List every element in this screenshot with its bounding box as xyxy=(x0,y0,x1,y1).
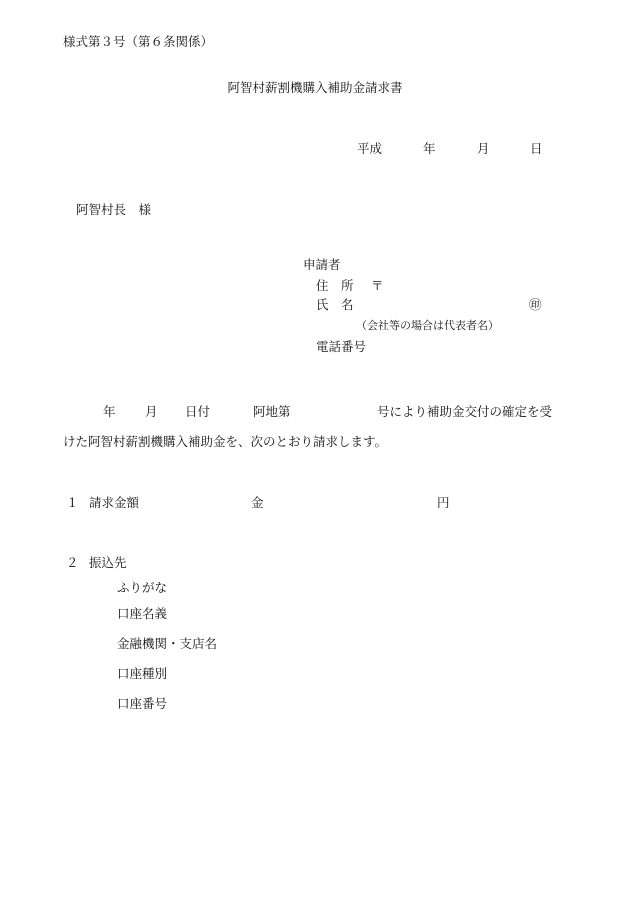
date-day: 日 xyxy=(530,141,543,156)
field-account-type: 口座種別 xyxy=(117,666,168,681)
applicant-heading: 申請者 xyxy=(303,257,341,272)
field-furigana: ふりがな xyxy=(117,580,168,595)
seal-mark: ㊞ xyxy=(529,297,542,312)
date-era: 平成 xyxy=(357,141,383,156)
document-title: 阿智村薪割機購入補助金請求書 xyxy=(227,80,403,95)
item2-number: ２ xyxy=(66,555,79,570)
field-account-number: 口座番号 xyxy=(117,696,168,711)
name-label: 氏 名 xyxy=(316,297,354,312)
field-bank-branch: 金融機関・支店名 xyxy=(117,636,218,651)
phone-label: 電話番号 xyxy=(316,339,367,354)
item2-label: 振込先 xyxy=(89,555,127,570)
field-account-holder: 口座名義 xyxy=(117,606,168,621)
form-number: 様式第３号（第６条関係） xyxy=(63,34,214,49)
item1-label: 請求金額 xyxy=(89,495,140,510)
item1-unit: 円 xyxy=(437,495,450,510)
item1-currency-prefix: 金 xyxy=(251,495,264,510)
body-month: 月 xyxy=(145,404,158,419)
addressee: 阿智村長 様 xyxy=(76,202,152,217)
address-label: 住 所 xyxy=(316,278,354,293)
body-line2: けた阿智村薪割機購入補助金を、次のとおり請求します。 xyxy=(63,434,388,449)
item1-number: １ xyxy=(66,495,79,510)
body-line1-tail: 号により補助金交付の確定を受 xyxy=(377,404,553,419)
date-year: 年 xyxy=(423,141,436,156)
body-day: 日付 xyxy=(185,404,211,419)
name-note: （会社等の場合は代表者名） xyxy=(356,319,499,332)
postal-mark: 〒 xyxy=(371,278,384,293)
body-year: 年 xyxy=(103,404,116,419)
body-ref-prefix: 阿地第 xyxy=(253,404,291,419)
date-month: 月 xyxy=(477,141,490,156)
